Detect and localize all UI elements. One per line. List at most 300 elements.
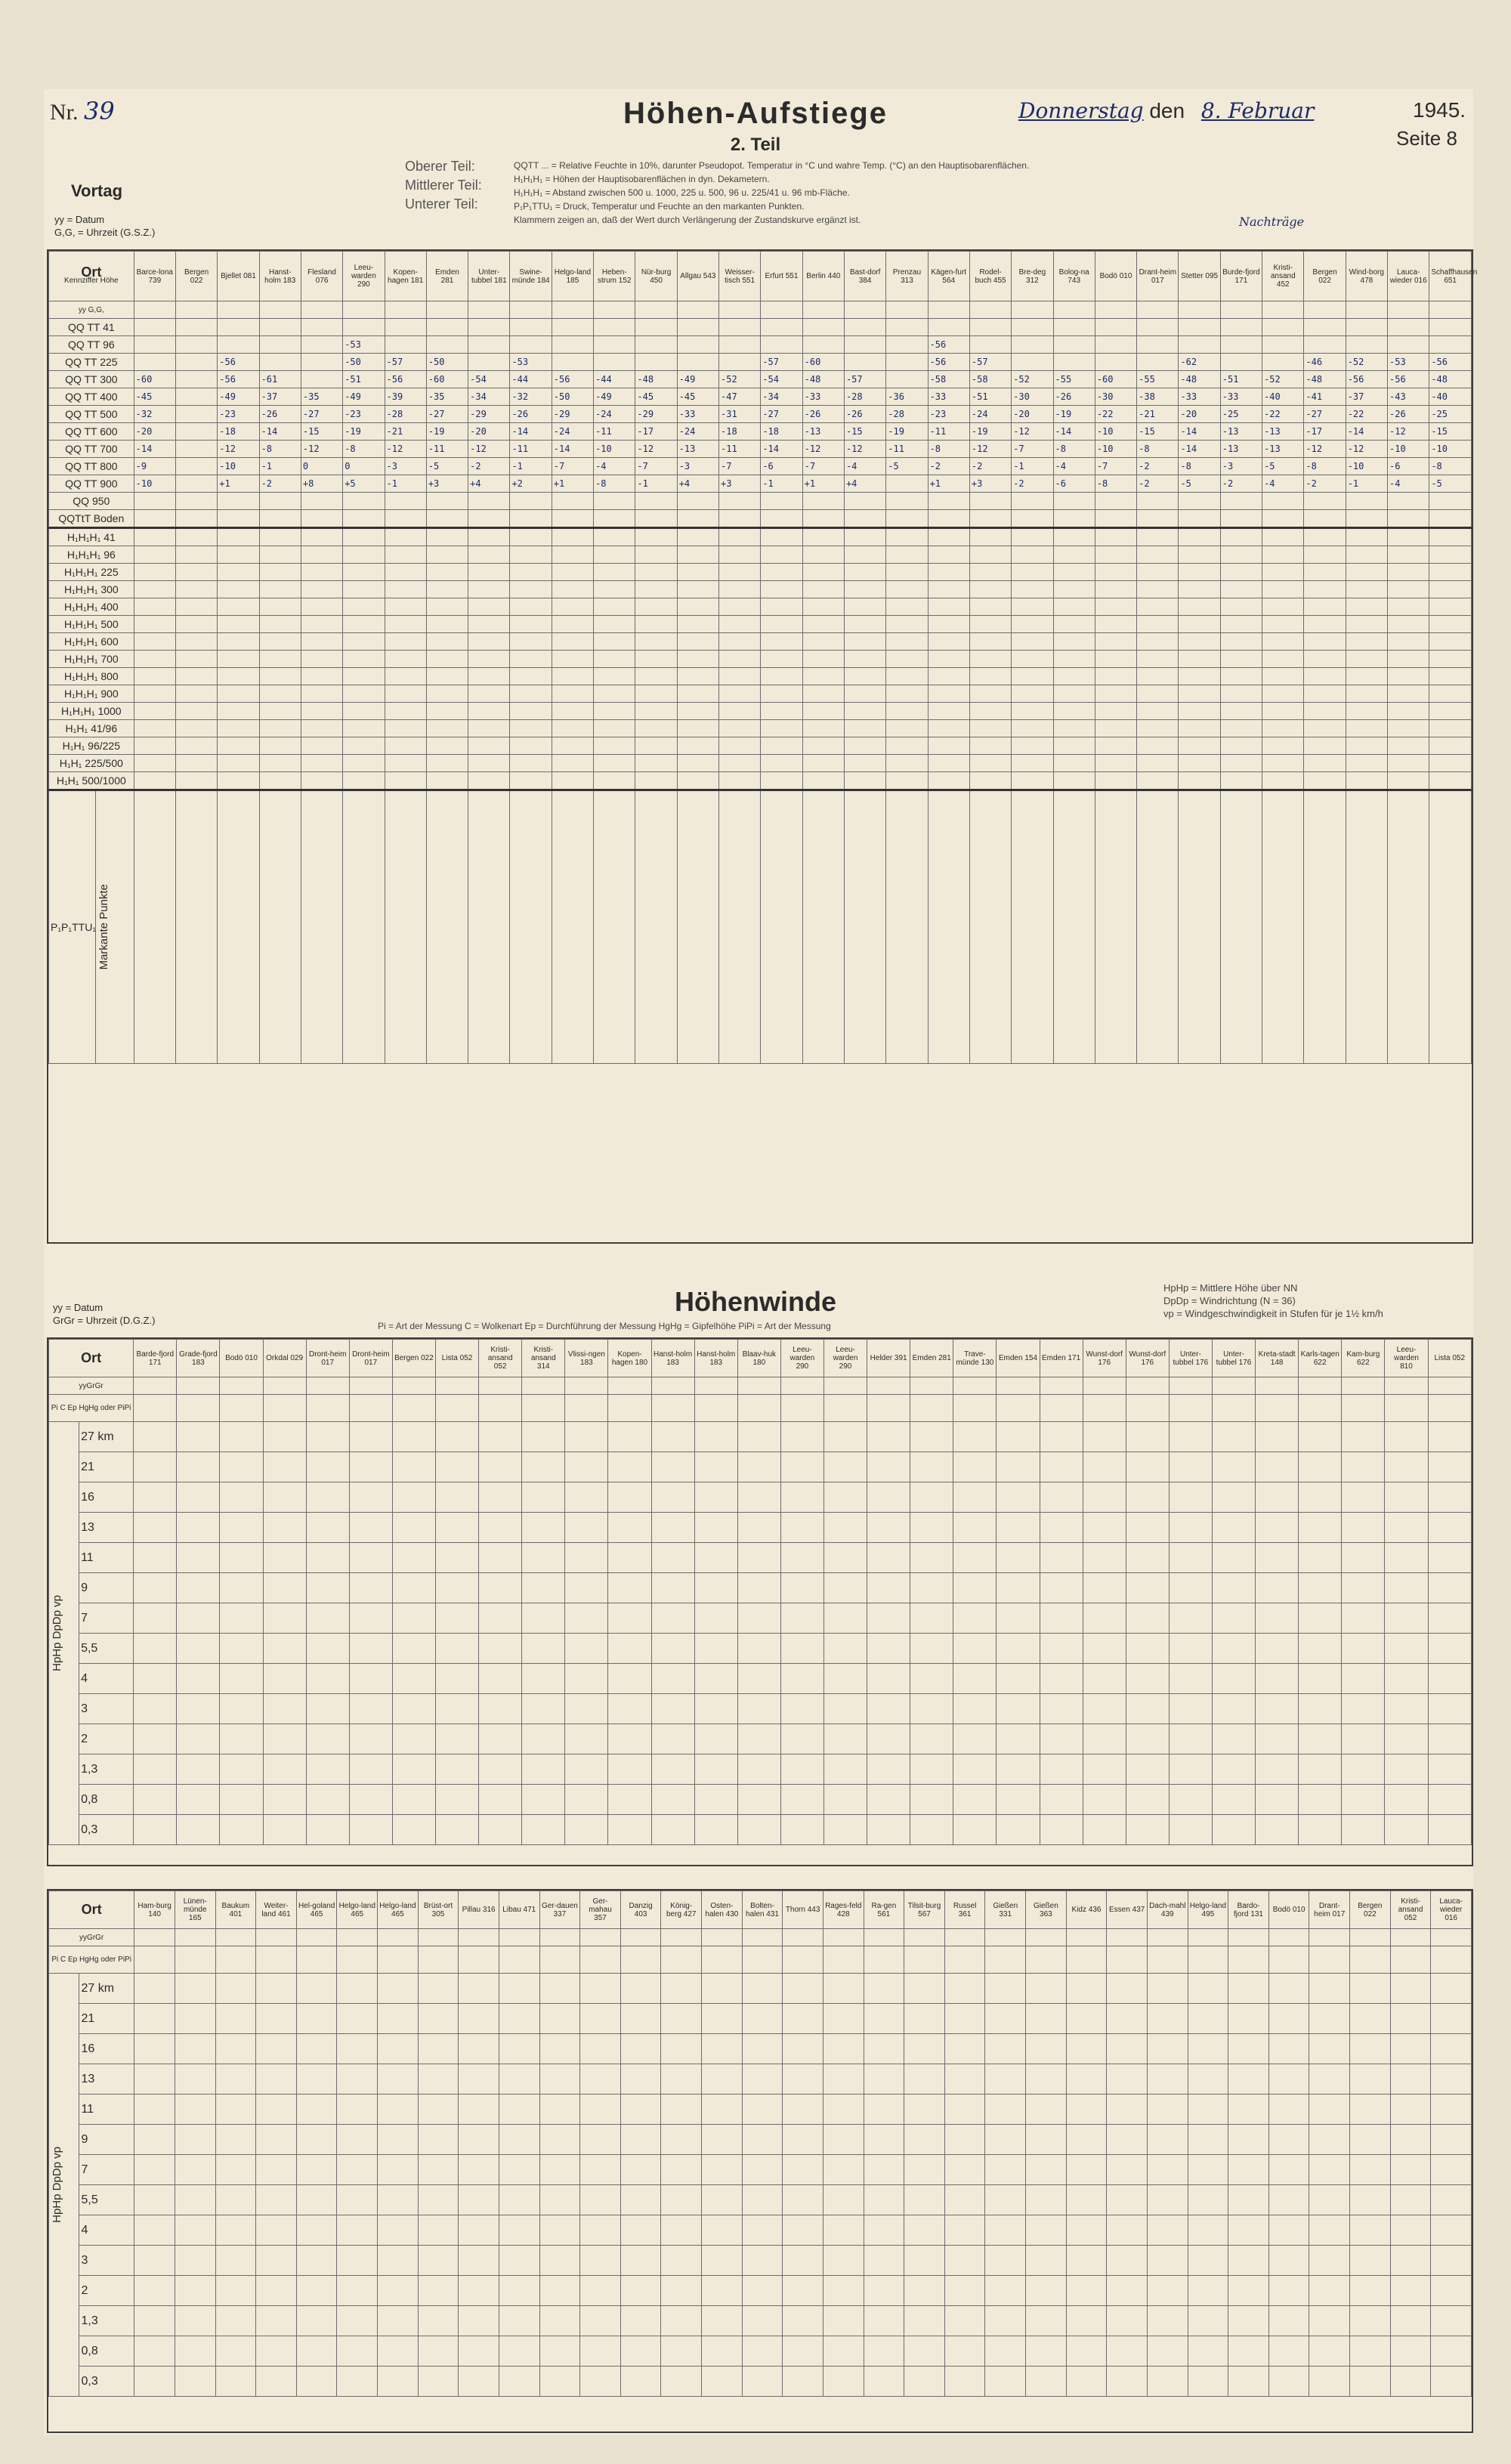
wind-value-cell bbox=[1126, 1482, 1169, 1513]
value-cell bbox=[635, 755, 677, 772]
value-cell bbox=[426, 528, 468, 546]
value-cell: -56 bbox=[385, 371, 426, 388]
wind-level-row bbox=[49, 1452, 1472, 1482]
wind-value-cell bbox=[1040, 1634, 1083, 1664]
wind-value-cell bbox=[134, 1634, 177, 1664]
wind-level-label: 1,3 bbox=[79, 1754, 134, 1785]
value-cell: -56 bbox=[1388, 371, 1429, 388]
value-cell bbox=[385, 546, 426, 564]
value-cell: -57 bbox=[761, 354, 802, 371]
value-cell bbox=[844, 336, 885, 354]
value-cell bbox=[1346, 720, 1387, 737]
wind-time-cell bbox=[1147, 1929, 1188, 1946]
wind-value-cell bbox=[378, 2125, 419, 2155]
row-label: H₁H₁H₁ 41 bbox=[49, 528, 134, 546]
wind-value-cell bbox=[823, 1694, 867, 1724]
value-cell bbox=[969, 546, 1011, 564]
value-cell: -52 bbox=[1346, 354, 1387, 371]
value-cell bbox=[844, 772, 885, 790]
value-cell bbox=[1179, 703, 1220, 720]
value-cell bbox=[1053, 546, 1095, 564]
marker-cell bbox=[969, 790, 1011, 1064]
wind-value-cell bbox=[1431, 2336, 1472, 2367]
wind-value-cell bbox=[742, 2336, 783, 2367]
value-cell bbox=[259, 564, 301, 581]
wind-time-cell bbox=[499, 1929, 539, 1946]
wind-value-cell bbox=[1309, 2276, 1350, 2306]
value-cell: -10 bbox=[1429, 441, 1472, 458]
wind-station-header: Lauca-wieder 016 bbox=[1431, 1891, 1472, 1929]
wind-value-cell bbox=[256, 2155, 297, 2185]
wind-value-cell bbox=[620, 2367, 661, 2397]
value-cell bbox=[677, 737, 718, 755]
value-cell bbox=[259, 668, 301, 685]
wind-value-cell bbox=[1040, 1513, 1083, 1543]
value-cell bbox=[134, 720, 175, 737]
wind-value-cell bbox=[263, 1422, 306, 1452]
marker-cell bbox=[677, 790, 718, 1064]
wind-value-cell bbox=[134, 1785, 177, 1815]
value-cell: -20 bbox=[468, 423, 510, 441]
wind-meta-cell bbox=[306, 1395, 349, 1422]
time-cell bbox=[301, 301, 342, 319]
wind-meta-cell bbox=[1268, 1946, 1309, 1974]
wind-value-cell bbox=[1428, 1634, 1472, 1664]
wind-value-cell bbox=[661, 2064, 702, 2095]
wind-value-cell bbox=[694, 1573, 737, 1603]
wind-station-header: Hanst-holm 183 bbox=[694, 1340, 737, 1377]
wind-value-cell bbox=[1169, 1754, 1212, 1785]
wind-value-cell bbox=[337, 2246, 378, 2276]
value-cell bbox=[1304, 651, 1346, 668]
value-cell bbox=[218, 616, 259, 633]
value-cell: -12 bbox=[385, 441, 426, 458]
wind-value-cell bbox=[620, 2276, 661, 2306]
value-cell bbox=[844, 319, 885, 336]
value-cell bbox=[1429, 564, 1472, 581]
value-cell bbox=[1388, 528, 1429, 546]
value-cell bbox=[928, 616, 969, 633]
value-cell bbox=[677, 616, 718, 633]
wind-value-cell bbox=[134, 1482, 177, 1513]
wind-value-cell bbox=[418, 2246, 459, 2276]
value-cell: -2 bbox=[1220, 475, 1262, 493]
wind-meta-cell bbox=[349, 1395, 392, 1422]
value-cell bbox=[259, 685, 301, 703]
wind-value-cell bbox=[1066, 2336, 1107, 2367]
wind-value-cell bbox=[1169, 1815, 1212, 1845]
wind-station-header: Bodö 010 bbox=[1268, 1891, 1309, 1929]
wind-value-cell bbox=[742, 2064, 783, 2095]
wind-value-cell bbox=[435, 1543, 478, 1573]
value-cell bbox=[385, 528, 426, 546]
wind-value-cell bbox=[459, 2095, 499, 2125]
value-cell bbox=[301, 510, 342, 528]
marker-cell bbox=[510, 790, 552, 1064]
winds-legend-left bbox=[53, 1301, 155, 1327]
wind-value-cell bbox=[1228, 2276, 1269, 2306]
value-cell bbox=[1304, 493, 1346, 510]
wind-value-cell bbox=[565, 1543, 608, 1573]
value-cell bbox=[677, 685, 718, 703]
wind-value-cell bbox=[953, 1754, 997, 1785]
value-cell bbox=[1388, 546, 1429, 564]
wind-value-cell bbox=[337, 2034, 378, 2064]
wind-value-cell bbox=[1268, 2004, 1309, 2034]
wind-value-cell bbox=[1256, 1452, 1299, 1482]
value-cell bbox=[134, 755, 175, 772]
value-cell: -31 bbox=[719, 406, 761, 423]
wind-value-cell bbox=[1083, 1754, 1126, 1785]
wind-value-cell bbox=[1342, 1785, 1385, 1815]
wind-value-cell bbox=[620, 1974, 661, 2004]
value-cell: +4 bbox=[468, 475, 510, 493]
wind-value-cell bbox=[823, 2276, 864, 2306]
wind-value-cell bbox=[910, 1815, 953, 1845]
value-cell bbox=[426, 651, 468, 668]
value-cell: -14 bbox=[761, 441, 802, 458]
table-row bbox=[49, 685, 1472, 703]
wind-value-cell bbox=[997, 1634, 1040, 1664]
wind-value-cell bbox=[1066, 2155, 1107, 2185]
value-cell bbox=[468, 564, 510, 581]
wind-station-header: Orkdal 029 bbox=[263, 1340, 306, 1377]
value-cell: -45 bbox=[635, 388, 677, 406]
wind-value-cell bbox=[737, 1754, 780, 1785]
wind-value-cell bbox=[580, 2155, 621, 2185]
value-cell bbox=[1137, 510, 1179, 528]
wind-value-cell bbox=[1066, 2185, 1107, 2215]
value-cell bbox=[886, 493, 928, 510]
value-cell bbox=[385, 737, 426, 755]
wind-value-cell bbox=[1431, 2276, 1472, 2306]
wind-value-cell bbox=[904, 2004, 945, 2034]
wind-station-header: Trave-münde 130 bbox=[953, 1340, 997, 1377]
value-cell: -24 bbox=[594, 406, 635, 423]
wind-value-cell bbox=[1385, 1724, 1428, 1754]
wind-value-cell bbox=[1268, 2185, 1309, 2215]
wind-value-cell bbox=[742, 2276, 783, 2306]
wind-value-cell bbox=[392, 1513, 435, 1543]
wind-value-cell bbox=[783, 2367, 823, 2397]
wind-value-cell bbox=[1385, 1785, 1428, 1815]
wind-level-label: 4 bbox=[79, 1664, 134, 1694]
value-cell bbox=[1012, 720, 1053, 737]
value-cell: -2 bbox=[1137, 475, 1179, 493]
value-cell bbox=[552, 546, 593, 564]
value-cell bbox=[1262, 685, 1304, 703]
wind-level-row bbox=[49, 2064, 1472, 2095]
value-cell: -24 bbox=[552, 423, 593, 441]
wind-value-cell bbox=[1066, 2306, 1107, 2336]
wind-value-cell bbox=[1385, 1815, 1428, 1845]
value-cell: -5 bbox=[1179, 475, 1220, 493]
row-label: H₁H₁H₁ 500 bbox=[49, 616, 134, 633]
value-cell bbox=[426, 703, 468, 720]
marker-cell bbox=[1053, 790, 1095, 1064]
station-header: Schaffhausen 651 bbox=[1429, 252, 1472, 301]
value-cell bbox=[1220, 564, 1262, 581]
wind-value-cell bbox=[1309, 2125, 1350, 2155]
value-cell: -6 bbox=[761, 458, 802, 475]
value-cell: -13 bbox=[802, 423, 844, 441]
wind-value-cell bbox=[539, 2185, 580, 2215]
wind-value-cell bbox=[864, 2185, 904, 2215]
value-cell bbox=[1012, 564, 1053, 581]
wind-value-cell bbox=[1040, 1664, 1083, 1694]
wind-value-cell bbox=[1107, 2185, 1148, 2215]
wind-station-header: Lünen-münde 165 bbox=[175, 1891, 215, 1929]
wind-value-cell bbox=[1309, 2215, 1350, 2246]
wind-value-cell bbox=[985, 2367, 1026, 2397]
value-cell bbox=[1429, 633, 1472, 651]
wind-value-cell bbox=[565, 1664, 608, 1694]
value-cell: -26 bbox=[1388, 406, 1429, 423]
value-cell bbox=[1053, 598, 1095, 616]
value-cell bbox=[468, 354, 510, 371]
wind-value-cell bbox=[306, 1452, 349, 1482]
wind-level-label: 0,3 bbox=[79, 1815, 134, 1845]
wind-value-cell bbox=[263, 1543, 306, 1573]
value-cell bbox=[802, 564, 844, 581]
value-cell bbox=[761, 510, 802, 528]
wind-value-cell bbox=[177, 1452, 220, 1482]
wind-value-cell bbox=[565, 1452, 608, 1482]
wind-level-label: 9 bbox=[79, 1573, 134, 1603]
wind-value-cell bbox=[306, 1573, 349, 1603]
value-cell bbox=[134, 737, 175, 755]
value-cell bbox=[1137, 755, 1179, 772]
wind-value-cell bbox=[220, 1785, 263, 1815]
value-cell bbox=[1095, 598, 1136, 616]
wind-value-cell bbox=[565, 1603, 608, 1634]
wind-value-cell bbox=[435, 1664, 478, 1694]
wind-value-cell bbox=[215, 2367, 256, 2397]
value-cell bbox=[1346, 685, 1387, 703]
wind-level-row bbox=[49, 2306, 1472, 2336]
value-cell bbox=[928, 633, 969, 651]
value-cell: -29 bbox=[468, 406, 510, 423]
wind-value-cell bbox=[459, 1974, 499, 2004]
value-cell bbox=[1388, 668, 1429, 685]
wind-level-label: 11 bbox=[79, 1543, 134, 1573]
station-header: Erfurt 551 bbox=[761, 252, 802, 301]
value-cell bbox=[1095, 581, 1136, 598]
wind-value-cell bbox=[904, 2276, 945, 2306]
wind-time-cell bbox=[1228, 1929, 1269, 1946]
wind-value-cell bbox=[378, 2185, 419, 2215]
layer-middle: Mittlerer Teil: bbox=[405, 178, 482, 193]
value-cell bbox=[301, 371, 342, 388]
value-cell bbox=[1346, 319, 1387, 336]
value-cell bbox=[468, 737, 510, 755]
wind-value-cell bbox=[864, 2004, 904, 2034]
table-row bbox=[49, 423, 1472, 441]
wind-value-cell bbox=[177, 1724, 220, 1754]
value-cell: -49 bbox=[343, 388, 385, 406]
value-cell bbox=[635, 319, 677, 336]
wind-level-row bbox=[49, 2185, 1472, 2215]
value-cell bbox=[928, 528, 969, 546]
wind-value-cell bbox=[1026, 2095, 1067, 2125]
value-cell bbox=[301, 493, 342, 510]
wind-value-cell bbox=[392, 1815, 435, 1845]
value-cell bbox=[1346, 598, 1387, 616]
wind-meta-cell bbox=[1169, 1395, 1212, 1422]
wind-value-cell bbox=[220, 1664, 263, 1694]
table-row bbox=[49, 354, 1472, 371]
wind-value-cell bbox=[1147, 2155, 1188, 2185]
wind-value-cell bbox=[337, 2095, 378, 2125]
wind-value-cell bbox=[1268, 2155, 1309, 2185]
value-cell bbox=[1262, 633, 1304, 651]
value-cell bbox=[1429, 493, 1472, 510]
value-cell bbox=[719, 772, 761, 790]
value-cell: -10 bbox=[1095, 441, 1136, 458]
value-cell: -27 bbox=[1304, 406, 1346, 423]
wind-value-cell bbox=[985, 2276, 1026, 2306]
value-cell: -23 bbox=[928, 406, 969, 423]
wind-value-cell bbox=[1228, 2306, 1269, 2336]
wind-value-cell bbox=[175, 2125, 215, 2155]
wind-value-cell bbox=[944, 2095, 985, 2125]
value-cell bbox=[218, 510, 259, 528]
row-label: QQ TT 96 bbox=[49, 336, 134, 354]
wind-value-cell bbox=[1147, 2276, 1188, 2306]
value-cell: -19 bbox=[1053, 406, 1095, 423]
wind-value-cell bbox=[1212, 1452, 1255, 1482]
value-cell bbox=[635, 703, 677, 720]
wind-value-cell bbox=[1107, 2034, 1148, 2064]
value-cell bbox=[1220, 772, 1262, 790]
value-cell bbox=[426, 755, 468, 772]
value-cell bbox=[969, 737, 1011, 755]
wind-value-cell bbox=[620, 2034, 661, 2064]
wind-value-cell bbox=[985, 2034, 1026, 2064]
wind-value-cell bbox=[1431, 2155, 1472, 2185]
wind-value-cell bbox=[1228, 2155, 1269, 2185]
value-cell bbox=[1220, 528, 1262, 546]
winds2-table bbox=[48, 1891, 1472, 2397]
markers-block bbox=[49, 790, 1472, 1064]
wind-vertical-text: HpHp DpDp vp bbox=[51, 2147, 63, 2223]
wind-value-cell bbox=[1431, 2185, 1472, 2215]
wind-station-header: Lista 052 bbox=[435, 1340, 478, 1377]
value-cell: -12 bbox=[468, 441, 510, 458]
wind-time-cell bbox=[661, 1929, 702, 1946]
value-cell: -11 bbox=[886, 441, 928, 458]
wind-time-cell bbox=[953, 1377, 997, 1395]
wind-value-cell bbox=[944, 2367, 985, 2397]
value-cell bbox=[510, 720, 552, 737]
wind-value-cell bbox=[651, 1694, 694, 1724]
wind-station-header: Kidz 436 bbox=[1066, 1891, 1107, 1929]
wind-value-cell bbox=[661, 2336, 702, 2367]
wind-value-cell bbox=[134, 1513, 177, 1543]
value-cell bbox=[844, 510, 885, 528]
time-cell bbox=[1304, 301, 1346, 319]
value-cell: -33 bbox=[928, 388, 969, 406]
wind-value-cell bbox=[1126, 1754, 1169, 1785]
wind-value-cell bbox=[1268, 2125, 1309, 2155]
value-cell bbox=[886, 651, 928, 668]
wind-value-cell bbox=[737, 1452, 780, 1482]
wind-value-cell bbox=[580, 2095, 621, 2125]
wind-value-cell bbox=[580, 2336, 621, 2367]
value-cell bbox=[343, 685, 385, 703]
wind-value-cell bbox=[1385, 1634, 1428, 1664]
value-cell bbox=[677, 703, 718, 720]
wind-value-cell bbox=[1107, 2004, 1148, 2034]
value-cell bbox=[510, 703, 552, 720]
wind-time-cell bbox=[1309, 1929, 1350, 1946]
value-cell bbox=[175, 737, 217, 755]
wind-value-cell bbox=[1083, 1815, 1126, 1845]
wind-value-cell bbox=[479, 1815, 522, 1845]
wind-value-cell bbox=[1268, 2336, 1309, 2367]
wind-level-row bbox=[49, 2215, 1472, 2246]
wind-value-cell bbox=[985, 2004, 1026, 2034]
value-cell: -13 bbox=[1262, 423, 1304, 441]
wind-station-header: Emden 154 bbox=[997, 1340, 1040, 1377]
wind-value-cell bbox=[418, 2125, 459, 2155]
wind-meta-cell bbox=[522, 1395, 565, 1422]
wind-value-cell bbox=[1228, 2034, 1269, 2064]
wind-value-cell bbox=[479, 1634, 522, 1664]
value-cell: -1 bbox=[635, 475, 677, 493]
value-cell bbox=[552, 598, 593, 616]
value-cell: -55 bbox=[1137, 371, 1179, 388]
wind-time-cell bbox=[337, 1929, 378, 1946]
time-cell bbox=[844, 301, 885, 319]
value-cell bbox=[468, 319, 510, 336]
wind-value-cell bbox=[1040, 1452, 1083, 1482]
value-cell bbox=[1346, 510, 1387, 528]
wind-value-cell bbox=[256, 2306, 297, 2336]
station-header: Bast-dorf 384 bbox=[844, 252, 885, 301]
wind-value-cell bbox=[694, 1482, 737, 1513]
value-cell: -12 bbox=[1388, 423, 1429, 441]
time-cell bbox=[802, 301, 844, 319]
wind-value-cell bbox=[392, 1724, 435, 1754]
value-cell bbox=[259, 493, 301, 510]
station-header: Weisser-tisch 551 bbox=[719, 252, 761, 301]
wind-value-cell bbox=[177, 1785, 220, 1815]
wind-value-cell bbox=[1256, 1694, 1299, 1724]
wind-value-cell bbox=[1026, 2064, 1067, 2095]
wind-value-cell bbox=[702, 2125, 743, 2155]
value-cell bbox=[594, 633, 635, 651]
value-cell bbox=[928, 772, 969, 790]
wind-value-cell bbox=[580, 2276, 621, 2306]
value-cell: -8 bbox=[1137, 441, 1179, 458]
wind-station-header: Hanst-holm 183 bbox=[651, 1340, 694, 1377]
value-cell bbox=[844, 633, 885, 651]
row-label: QQTtT Boden bbox=[49, 510, 134, 528]
wind-value-cell bbox=[1147, 2125, 1188, 2155]
wind-station-header: Ra-gen 561 bbox=[864, 1891, 904, 1929]
wind-value-cell bbox=[1107, 2155, 1148, 2185]
wind-value-cell bbox=[349, 1422, 392, 1452]
wind-meta-cell bbox=[1083, 1395, 1126, 1422]
station-header: Flesland 076 bbox=[301, 252, 342, 301]
wind-station-header: Ham-burg 140 bbox=[134, 1891, 175, 1929]
wind-value-cell bbox=[1256, 1815, 1299, 1845]
value-cell bbox=[1053, 720, 1095, 737]
wind-level-row bbox=[49, 1815, 1472, 1845]
wind-value-cell bbox=[1126, 1422, 1169, 1452]
wind-value-cell bbox=[620, 2064, 661, 2095]
